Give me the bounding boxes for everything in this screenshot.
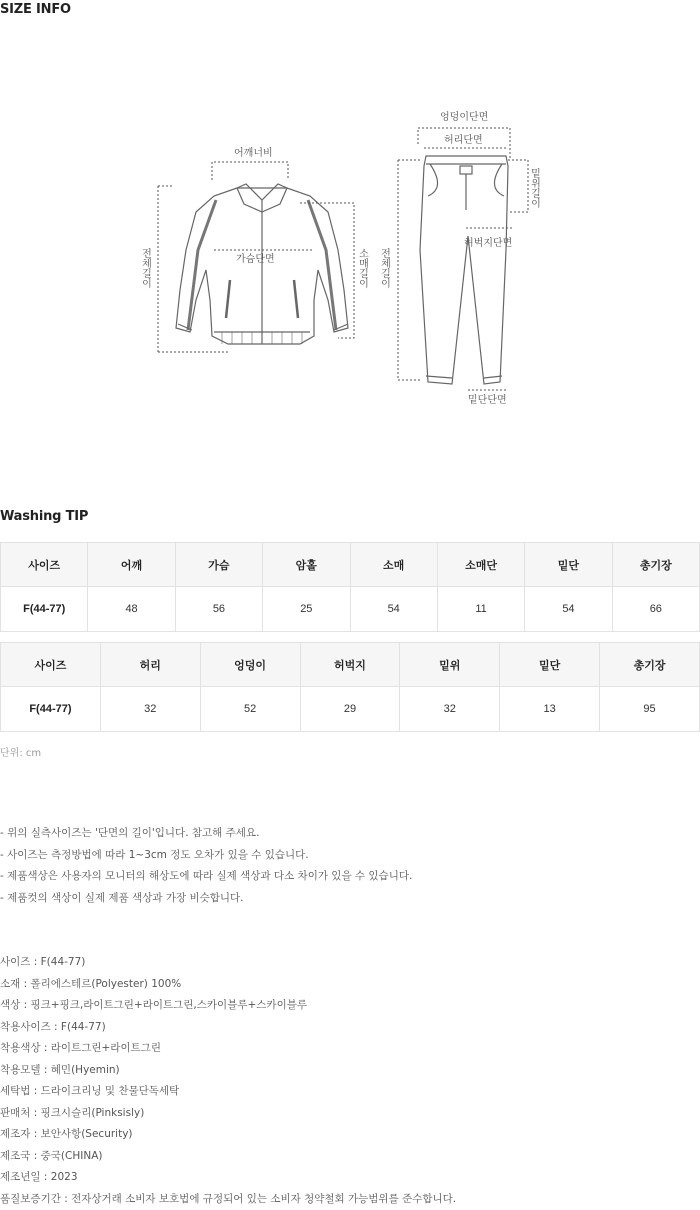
value-cell: 54	[350, 587, 437, 632]
top-size-table	[0, 542, 700, 632]
pants-total-length-label: 전체길이	[378, 248, 390, 288]
pants-waist-label: 허리단면	[444, 135, 483, 146]
jacket-chest-label: 가슴단면	[236, 254, 275, 265]
table-header-row	[1, 543, 700, 587]
value-cell: 48	[88, 587, 175, 632]
header-cell: 총기장	[600, 643, 700, 687]
pants-rise-label: 밑위길이	[528, 168, 540, 208]
size-info-heading: SIZE INFO	[0, 2, 71, 17]
header-cell: 허벅지	[300, 643, 400, 687]
spec-line: 제조자 : 보안사항(Security)	[0, 1128, 133, 1140]
header-cell: 엉덩이	[200, 643, 300, 687]
spec-line: 소재 : 폴리에스테르(Polyester) 100%	[0, 977, 182, 990]
pants-hip-label: 엉덩이단면	[440, 112, 489, 123]
spec-line: 사이즈 : F(44-77)	[0, 956, 86, 968]
value-cell: 32	[100, 687, 200, 732]
size-notes	[0, 823, 412, 909]
value-cell: 32	[400, 687, 500, 732]
header-cell: 사이즈	[1, 543, 88, 587]
size-cell: F(44-77)	[1, 587, 88, 632]
spec-line: 색상 : 핑크+핑크,라이트그린+라이트그린,스카이블루+스카이블루	[0, 999, 307, 1011]
note-line: - 위의 실측사이즈는 '단면의 길이'입니다. 참고해 주세요.	[0, 827, 260, 839]
spec-line: 제조국 : 중국(CHINA)	[0, 1149, 103, 1162]
jacket-total-length-label: 전체길이	[139, 248, 151, 288]
spec-line: 품질보증기간 : 전자상거래 소비자 보호법에 규정되어 있는 소비자 청약철회 가능범위를 준수합니다.	[0, 1192, 457, 1205]
header-cell: 허리	[100, 643, 200, 687]
spec-line: 착용모델 : 혜민(Hyemin)	[0, 1063, 120, 1076]
header-cell: 가슴	[175, 543, 262, 587]
pants-hem-label: 밑단단면	[468, 395, 507, 406]
value-cell: 56	[175, 587, 262, 632]
value-cell: 95	[600, 687, 700, 732]
spec-line: 세탁법 : 드라이크리닝 및 찬물단독세탁	[0, 1085, 180, 1097]
header-cell: 밑위	[400, 643, 500, 687]
note-line: - 사이즈는 측정방법에 따라 1~3cm 정도 오차가 있을 수 있습니다.	[0, 848, 309, 861]
header-cell: 암홀	[263, 543, 350, 587]
bottom-size-table	[0, 642, 700, 732]
header-cell: 소매단	[437, 543, 524, 587]
value-cell: 25	[263, 587, 350, 632]
jacket-shoulder-label: 어깨너비	[234, 148, 273, 159]
header-cell: 밑단	[500, 643, 600, 687]
value-cell: 52	[200, 687, 300, 732]
header-cell: 소매	[350, 543, 437, 587]
note-line: - 제품컷의 색상이 실제 제품 색상과 가장 비슷합니다.	[0, 891, 244, 904]
value-cell: 13	[500, 687, 600, 732]
table-header-row	[1, 643, 700, 687]
washing-tip-heading: Washing TIP	[0, 509, 89, 524]
header-cell: 밑단	[525, 543, 612, 587]
table-row	[1, 587, 700, 632]
value-cell: 11	[437, 587, 524, 632]
spec-line: 제조년일 : 2023	[0, 1171, 78, 1183]
product-specs	[0, 952, 456, 1210]
value-cell: 66	[612, 587, 699, 632]
size-cell: F(44-77)	[1, 687, 101, 732]
spec-line: 착용사이즈 : F(44-77)	[0, 1020, 106, 1033]
spec-line: 착용색상 : 라이트그린+라이트그린	[0, 1042, 162, 1054]
jacket-sleeve-label: 소매길이	[356, 248, 368, 288]
unit-note: 단위: cm	[0, 748, 42, 759]
value-cell: 29	[300, 687, 400, 732]
spec-line: 판매처 : 핑크시슬리(Pinksisly)	[0, 1106, 145, 1119]
header-cell: 총기장	[612, 543, 699, 587]
header-cell: 어깨	[88, 543, 175, 587]
table-row	[1, 687, 700, 732]
header-cell: 사이즈	[1, 643, 101, 687]
value-cell: 54	[525, 587, 612, 632]
pants-illustration	[420, 156, 508, 384]
pants-thigh-label: 허벅지단면	[464, 238, 513, 249]
size-diagram	[0, 100, 700, 420]
note-line: - 제품색상은 사용자의 모니터의 해상도에 따라 실제 색상과 다소 차이가 있을 수 있습니다.	[0, 870, 413, 883]
